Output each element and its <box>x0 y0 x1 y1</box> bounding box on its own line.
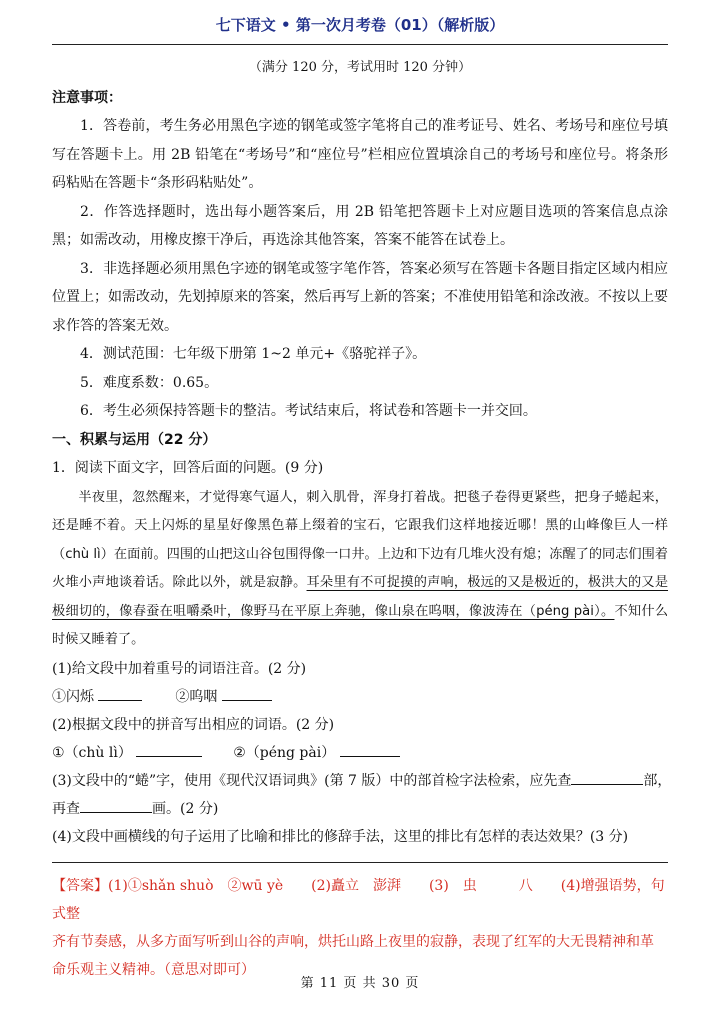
subquestion-2: (2)根据文段中的拼音写出相应的词语。(2 分) <box>52 717 335 734</box>
subquestion-3-unit: 部， <box>643 773 672 790</box>
subquestion-3-text: (3)文段中的“蜷”字，使用《现代汉语词典》(第 7 版）中的部首检字法检索，应先查 <box>52 773 572 790</box>
subquestion-4: (4)文段中画横线的句子运用了比喻和排比的修辞手法，这里的排比有怎样的表达效果？(3 分) <box>52 829 629 846</box>
answer-text-1: (1)①shǎn shuò ②wū yè (2)矗立 澎湃 (3) 虫 八 (4)增强语势，句式整 <box>52 878 665 922</box>
answer-blank-5[interactable] <box>571 768 643 785</box>
blank-label-wuye: ②呜咽 <box>175 689 218 706</box>
answer-blank-4[interactable] <box>340 740 400 757</box>
notice-item-3: 3．非选择题必须用黑色字迹的钢笔或签字笔作答，答案必须写在答题卡各题目指定区域内相应位置上；如需改动，先划掉原来的答案，然后再写上新的答案；不准使用铅笔和涂改液。不按以上要求作答的答案无效。 <box>52 260 668 334</box>
notice-item-2: 2．作答选择题时，选出每小题答案后，用 2B 铅笔把答题卡上对应题目选项的答案信息点涂黑；如需改动，用橡皮擦干净后，再选涂其他答案，答案不能答在试卷上。 <box>52 203 668 248</box>
section-heading: 一、积累与运用（22 分） <box>52 431 217 448</box>
answer-label: 【答案】 <box>52 878 108 894</box>
subquestion-3-line1 <box>52 767 672 795</box>
reading-passage <box>52 484 668 656</box>
answer-line-3: 命乐观主义精神。（意思对即可） <box>52 962 255 978</box>
subquestion-3-text2: 再查 <box>52 801 80 818</box>
answer-block <box>52 872 668 984</box>
header-divider <box>52 44 668 45</box>
notice-item-5: 5．难度系数：0.65。 <box>80 374 219 391</box>
blank-label-chuli: ①（chù lì） <box>52 745 132 762</box>
exam-content <box>52 84 672 851</box>
answer-line-2: 齐有节奏感，从多方面写听到山谷的声响，烘托山路上夜里的寂静，表现了红军的大无畏精神和革 <box>52 934 654 950</box>
document-title: 七下语文 • 第一次月考卷（01）（解析版） <box>215 16 505 34</box>
page-number: 第 11 页 共 30 页 <box>300 976 420 991</box>
passage-text: 半夜里，忽然醒来，才觉得寒气逼人，刺入肌骨，浑身打着战。把毯子卷得更紧些，把身子蜷起来，还是睡不着。天上闪烁的星星好像黑色幕上缀着的宝石，它跟我们这样地接近哪！黑的山峰像巨人一样（chù lì）在面前。四围的山把这山谷包围得像一口井。上边和下边有几堆火没有熄；冻醒了的同志们围着火堆小声地谈着话。除此以外，就是寂静。 <box>52 489 668 591</box>
blank-label-shanshuo: ①闪烁 <box>52 689 94 706</box>
answer-line-1 <box>52 872 668 928</box>
notice-item-1: 1．答卷前，考生务必用黑色字迹的钢笔或签字笔将自己的准考证号、姓名、考场号和座位号填写在答题卡上。用 2B 铅笔在“考场号”和“座位号”栏相应位置填涂自己的考场号和座位号。将条形码粘贴在答题卡“条形码粘贴处”。 <box>52 118 668 191</box>
answer-blank-6[interactable] <box>80 796 152 813</box>
answer-blank-3[interactable] <box>136 740 202 757</box>
passage-underlined-sentence: 耳朵里有不可捉摸的声响，极远的又是极近的，极洪大的又是极细切的，像春蚕在咀嚼桑叶，像野马在平原上奔驰，像山泉在呜咽，像波涛在（péng pài）。 <box>52 575 669 619</box>
score-time-note: （满分 120 分，考试用时 120 分钟） <box>248 60 472 75</box>
blank-label-pengpai: ②（péng pài） <box>233 745 336 762</box>
answer-divider <box>52 862 668 863</box>
answer-blank-2[interactable] <box>222 684 272 701</box>
passage-ending: 不知什么时候又睡着了。 <box>52 603 669 648</box>
subquestion-1: (1)给文段中加着重号的词语注音。(2 分) <box>52 661 307 678</box>
question-1-stem: 1．阅读下面文字，回答后面的问题。(9 分) <box>52 459 324 476</box>
subquestion-3-end: 画。(2 分) <box>152 801 219 818</box>
subquestion-1-blanks <box>52 683 668 711</box>
notice-item-4: 4．测试范围：七年级下册第 1~2 单元+《骆驼祥子》。 <box>80 346 427 362</box>
subquestion-2-blanks <box>52 739 668 767</box>
subquestion-3-line2 <box>52 795 668 823</box>
answer-blank-1[interactable] <box>98 684 142 701</box>
notice-heading: 注意事项： <box>52 90 122 106</box>
notice-item-6: 6．考生必须保持答题卡的整洁。考试结束后，将试卷和答题卡一并交回。 <box>80 403 537 419</box>
